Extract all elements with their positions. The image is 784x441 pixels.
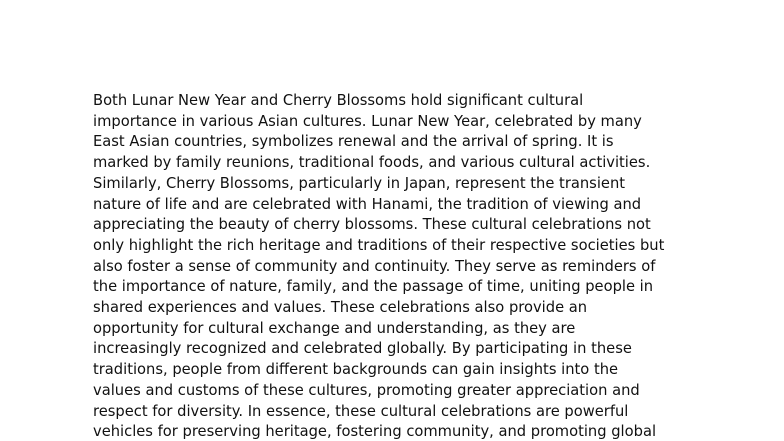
paragraph-line: values and customs of these cultures, promoting greater appreciation and <box>93 381 640 399</box>
paragraph-line: appreciating the beauty of cherry blossoms. These cultural celebrations not <box>93 216 651 234</box>
paragraph-line: Similarly, Cherry Blossoms, particularly in Japan, represent the transient <box>93 174 626 192</box>
paragraph-line: East Asian countries, symbolizes renewal and the arrival of spring. It is <box>93 133 614 151</box>
paragraph-line: also foster a sense of community and continuity. They serve as reminders of <box>93 257 656 275</box>
paragraph-line: vehicles for preserving heritage, fostering community, and promoting global <box>93 423 657 441</box>
paragraph-line: importance in various Asian cultures. Lunar New Year, celebrated by many <box>93 112 642 130</box>
paragraph-line: shared experiences and values. These celebrations also provide an <box>93 299 588 317</box>
paragraph-line: increasingly recognized and celebrated globally. By participating in these <box>93 340 632 358</box>
paragraph-line: only highlight the rich heritage and traditions of their respective societies but <box>93 236 665 254</box>
paragraph-line: respect for diversity. In essence, these cultural celebrations are powerful <box>93 402 629 420</box>
paragraph-line: the importance of nature, family, and the passage of time, uniting people in <box>93 278 654 296</box>
paragraph-line: marked by family reunions, traditional foods, and various cultural activities. <box>93 154 651 172</box>
paragraph-line: nature of life and are celebrated with Hanami, the tradition of viewing and <box>93 195 642 213</box>
paragraph-line: traditions, people from different backgrounds can gain insights into the <box>93 361 619 379</box>
body-paragraph <box>93 91 713 441</box>
paragraph-line: Both Lunar New Year and Cherry Blossoms hold significant cultural <box>93 92 584 109</box>
paragraph-line: opportunity for cultural exchange and understanding, as they are <box>93 319 576 337</box>
